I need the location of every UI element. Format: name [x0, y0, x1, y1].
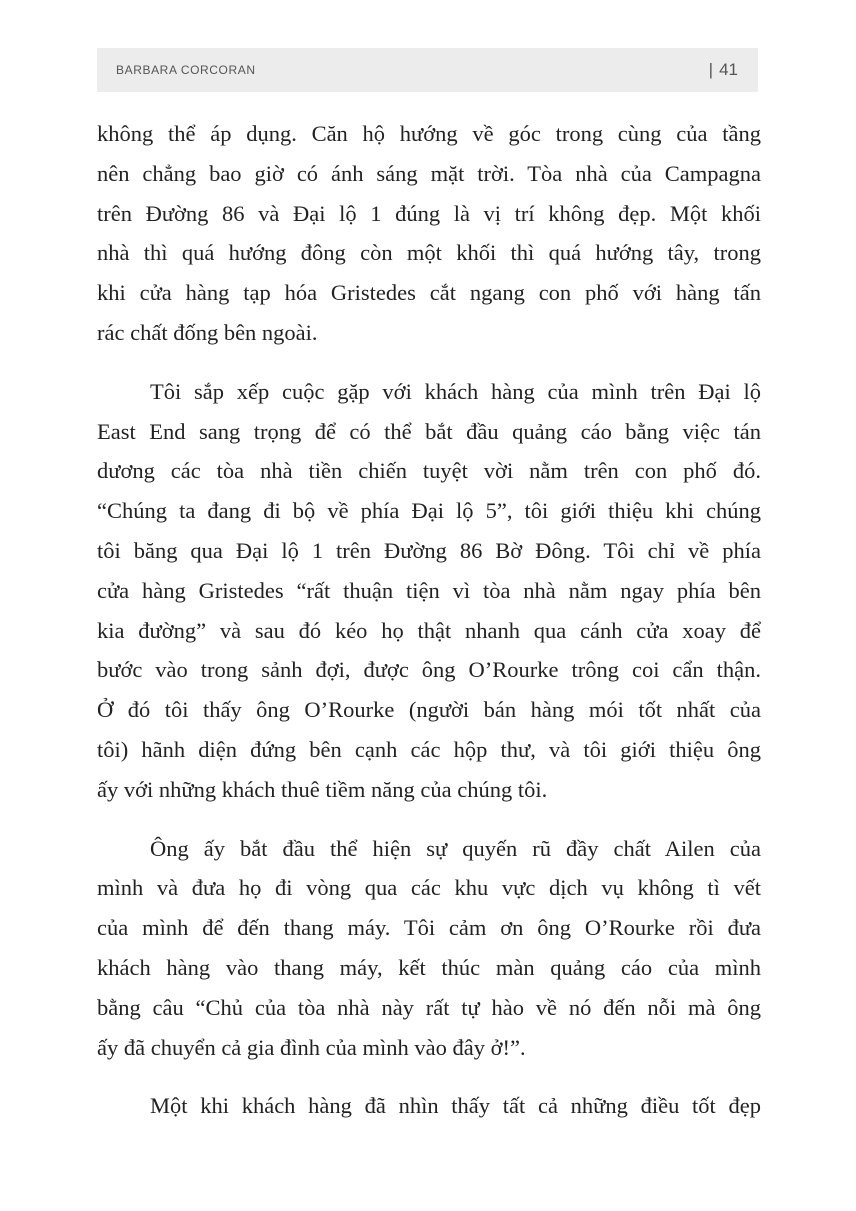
- text-line: kia đường” và sau đó kéo họ thật nhanh qua cánh cửa xoay để: [97, 617, 761, 643]
- header-author: BARBARA CORCORAN: [116, 63, 256, 77]
- header-separator: |: [708, 60, 714, 79]
- text-line: không thể áp dụng. Căn hộ hướng về góc trong cùng của tầng: [97, 121, 761, 146]
- text-line: Tôi sắp xếp cuộc gặp với khách hàng của mình trên Đại lộ: [150, 378, 761, 404]
- text-line: bước vào trong sảnh đợi, được ông O’Rourke trông coi cẩn thận.: [97, 657, 761, 683]
- running-header: [97, 48, 758, 92]
- text-line: tôi) hãnh diện đứng bên cạnh các hộp thư, và tôi giới thiệu ông: [97, 736, 761, 762]
- body-text: [97, 114, 761, 1126]
- paragraph: [97, 114, 761, 353]
- paragraph: [97, 829, 761, 1068]
- paragraph: [97, 1086, 761, 1126]
- text-line: Ông ấy bắt đầu thể hiện sự quyến rũ đầy chất Ailen của: [150, 835, 761, 861]
- text-line: cửa hàng Gristedes “rất thuận tiện vì tòa nhà nằm ngay phía bên: [97, 577, 761, 603]
- text-line: bằng câu “Chủ của tòa nhà này rất tự hào về nó đến nỗi mà ông: [97, 994, 761, 1020]
- text-line: East End sang trọng để có thể bắt đầu quảng cáo bằng việc tán: [97, 418, 761, 444]
- text-line: trên Đường 86 và Đại lộ 1 đúng là vị trí không đẹp. Một khối: [97, 200, 761, 226]
- text-line: Ở đó tôi thấy ông O’Rourke (người bán hàng mói tốt nhất của: [97, 697, 761, 723]
- text-line: “Chúng ta đang đi bộ về phía Đại lộ 5”, tôi giới thiệu khi chúng: [97, 498, 761, 524]
- text-line: Một khi khách hàng đã nhìn thấy tất cả những điều tốt đẹp: [150, 1093, 761, 1119]
- text-line: mình và đưa họ đi vòng qua các khu vực dịch vụ không tì vết: [97, 875, 761, 901]
- text-line: dương các tòa nhà tiền chiến tuyệt vời nằm trên con phố đó.: [97, 458, 761, 484]
- text-line: khi cửa hàng tạp hóa Gristedes cắt ngang con phố với hàng tấn: [97, 280, 761, 306]
- text-line: khách hàng vào thang máy, kết thúc màn quảng cáo của mình: [97, 954, 761, 980]
- header-page-info: [709, 58, 738, 82]
- text-line: tôi băng qua Đại lộ 1 trên Đường 86 Bờ Đông. Tôi chỉ về phía: [97, 537, 761, 563]
- text-line: ấy đã chuyển cả gia đình của mình vào đây ở!”.: [97, 1034, 526, 1060]
- text-line: rác chất đống bên ngoài.: [97, 319, 318, 345]
- page-number: 41: [719, 60, 738, 79]
- text-line: ấy với những khách thuê tiềm năng của chúng tôi.: [97, 776, 548, 802]
- text-line: nhà thì quá hướng đông còn một khối thì quá hướng tây, trong: [97, 240, 761, 266]
- text-line: nên chẳng bao giờ có ánh sáng mặt trời. Tòa nhà của Campagna: [97, 160, 761, 186]
- text-line: của mình để đến thang máy. Tôi cảm ơn ông O’Rourke rồi đưa: [97, 915, 761, 941]
- paragraph: [97, 372, 761, 810]
